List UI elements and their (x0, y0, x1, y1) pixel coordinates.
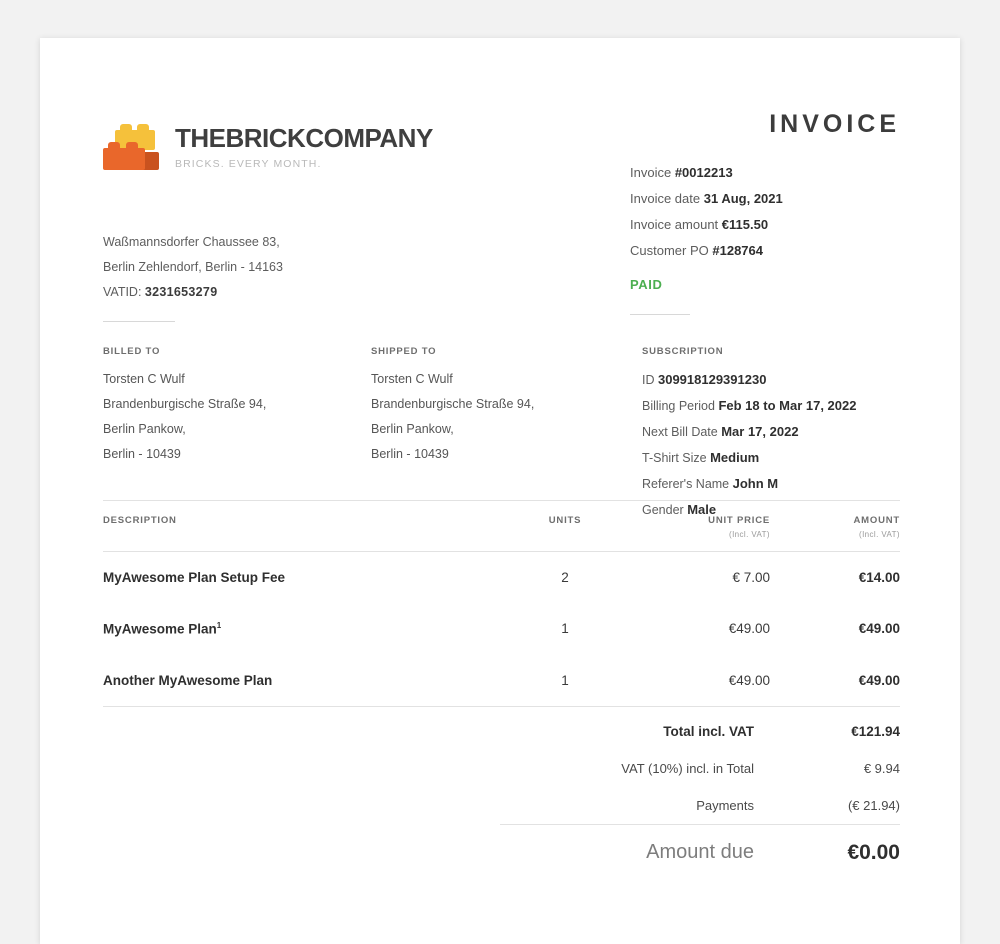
invoice-date-value: 31 Aug, 2021 (703, 191, 783, 206)
subscription-row-value: Feb 18 to Mar 17, 2022 (718, 398, 857, 413)
seller-vat-label: VATID: (103, 285, 142, 299)
billed-to-block (103, 346, 353, 467)
billed-to-line: Brandenburgische Straße 94, (103, 397, 267, 411)
subscription-row-label: Gender (642, 503, 684, 517)
invoice-meta (630, 160, 900, 315)
column-header-description: DESCRIPTION (103, 501, 510, 552)
shipped-to-line: Torsten C Wulf (371, 372, 453, 386)
vat-value: € 9.94 (863, 760, 900, 776)
item-unit-price: €49.00 (620, 655, 770, 707)
meta-divider (630, 314, 690, 315)
subscription-row-value: 309918129391230 (657, 372, 767, 387)
payments-row (500, 787, 900, 825)
brand-tagline: BRICKS. EVERY MONTH. (175, 157, 322, 170)
subscription-row (642, 471, 942, 497)
column-header-unit-price-text: UNIT PRICE (708, 515, 770, 526)
subscription-row-label: T-Shirt Size (642, 451, 707, 465)
total-value: €121.94 (851, 723, 900, 739)
subscription-row (642, 367, 942, 393)
table-row (103, 603, 900, 655)
totals-block (103, 713, 900, 876)
shipped-to-line: Berlin - 10439 (371, 447, 449, 461)
subscription-row (642, 497, 942, 523)
seller-vat (103, 280, 523, 305)
column-header-unit-price-note: (Incl. VAT) (729, 530, 770, 539)
shipped-to-line: Berlin Pankow, (371, 422, 454, 436)
subscription-block (642, 346, 942, 523)
table-row (103, 655, 900, 707)
billed-to-line: Berlin - 10439 (103, 447, 181, 461)
item-amount: €49.00 (770, 655, 900, 707)
invoice-amount-value: €115.50 (721, 217, 769, 232)
total-label (500, 713, 780, 750)
line-items-table (103, 500, 900, 707)
amount-due-value: €0.00 (780, 824, 900, 876)
item-units: 2 (561, 570, 569, 585)
subscription-row (642, 445, 942, 471)
subscription-heading: SUBSCRIPTION (642, 346, 724, 357)
seller-address (103, 230, 523, 322)
item-amount: €49.00 (858, 621, 900, 637)
payments-value: (€ 21.94) (847, 797, 900, 813)
subscription-row (642, 419, 942, 445)
customer-po-row (630, 238, 900, 264)
shipped-to-block (371, 346, 621, 467)
shipped-to-line: Brandenburgische Straße 94, (371, 397, 535, 411)
invoice-number-label: Invoice (630, 165, 672, 180)
subscription-row-value: Mar 17, 2022 (721, 424, 799, 439)
seller-divider (103, 321, 175, 322)
amount-due-label: Amount due (500, 824, 780, 876)
subscription-row-value: Male (687, 502, 717, 517)
table-row (103, 552, 900, 604)
invoice-date-label: Invoice date (630, 191, 701, 206)
column-header-units: UNITS (510, 501, 620, 552)
subscription-row-value: John M (732, 476, 779, 491)
lego-brick-icon (103, 122, 161, 180)
brand-block (103, 118, 433, 180)
customer-po-label: Customer PO (630, 243, 709, 258)
item-amount: €14.00 (858, 570, 900, 585)
invoice-content (103, 88, 900, 876)
invoice-amount-row (630, 212, 900, 238)
billed-to-line: Torsten C Wulf (103, 372, 185, 386)
vat-label: VAT (10%) incl. in Total (621, 760, 754, 776)
page-title: INVOICE (769, 110, 900, 138)
amount-due-row (500, 824, 900, 876)
invoice-amount-label: Invoice amount (630, 217, 719, 232)
address-columns (103, 346, 900, 517)
invoice-date-row (630, 186, 900, 212)
brand-name: THEBRICKCOMPANY (175, 123, 433, 153)
item-units: 1 (510, 655, 620, 707)
subscription-row-label: ID (642, 373, 655, 387)
seller-line-1: Waßmannsdorfer Chaussee 83, (103, 235, 280, 249)
item-unit-price: €49.00 (728, 621, 770, 637)
status-badge: PAID (630, 277, 663, 292)
item-description-text: MyAwesome Plan (103, 621, 217, 637)
subscription-row-value: Medium (710, 450, 760, 465)
column-header-amount-note: (Incl. VAT) (859, 530, 900, 539)
invoice-number-row (630, 160, 900, 186)
vat-row (500, 750, 900, 787)
total-tax-word: VAT (729, 723, 754, 739)
item-description: Another MyAwesome Plan (103, 655, 510, 707)
item-unit-price: € 7.00 (732, 570, 770, 585)
seller-vat-value: 3231653279 (144, 285, 218, 299)
billed-to-heading: BILLED TO (103, 346, 161, 357)
total-row (500, 713, 900, 750)
invoice-number-value: #0012213 (674, 165, 733, 180)
subscription-row-label: Referer's Name (642, 477, 730, 491)
seller-line-2: Berlin Zehlendorf, Berlin - 14163 (103, 260, 283, 274)
subscription-row-label: Billing Period (642, 399, 715, 413)
billed-to-line: Berlin Pankow, (103, 422, 186, 436)
column-header-amount-text: AMOUNT (853, 515, 900, 526)
subscription-row (642, 393, 942, 419)
item-description: MyAwesome Plan Setup Fee (103, 570, 286, 585)
item-description (103, 603, 510, 655)
customer-po-value: #128764 (712, 243, 763, 258)
payments-label: Payments (696, 797, 754, 813)
subscription-row-label: Next Bill Date (642, 425, 718, 439)
shipped-to-heading: SHIPPED TO (371, 346, 437, 357)
total-label-text: Total incl. (663, 723, 726, 739)
item-footnote-marker: 1 (216, 621, 222, 630)
item-units: 1 (561, 621, 569, 637)
invoice-page (40, 38, 960, 944)
